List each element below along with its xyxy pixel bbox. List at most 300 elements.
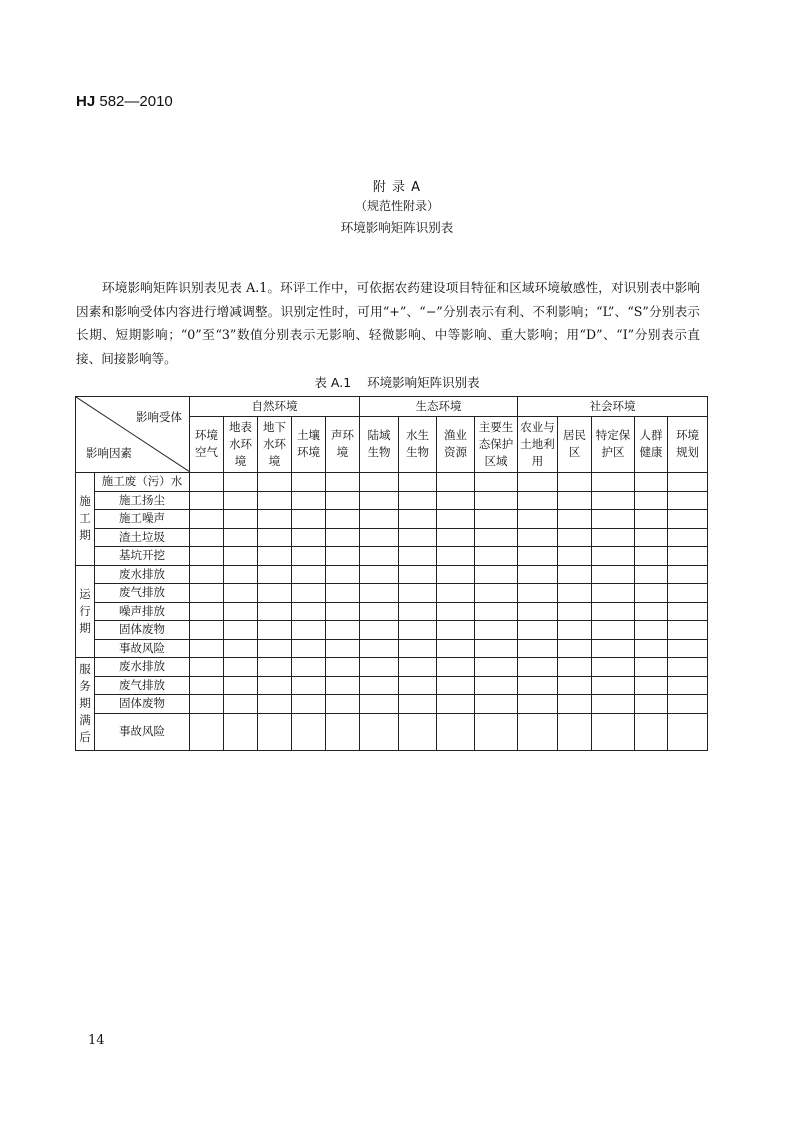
matrix-cell[interactable] bbox=[518, 528, 558, 547]
matrix-cell[interactable] bbox=[635, 510, 668, 529]
matrix-cell[interactable] bbox=[399, 621, 437, 640]
matrix-cell[interactable] bbox=[292, 510, 326, 529]
corner-label-factor: 影响因素 bbox=[86, 446, 132, 460]
matrix-cell[interactable] bbox=[437, 473, 475, 492]
factor-label: 噪声排放 bbox=[95, 602, 190, 621]
matrix-cell[interactable] bbox=[635, 528, 668, 547]
matrix-cell[interactable] bbox=[190, 528, 224, 547]
receptor-header bbox=[668, 416, 708, 473]
corner-label-receptor: 影响受体 bbox=[136, 410, 182, 424]
matrix-cell[interactable] bbox=[399, 676, 437, 695]
receptor-header bbox=[635, 416, 668, 473]
matrix-cell[interactable] bbox=[190, 676, 224, 695]
matrix-cell[interactable] bbox=[635, 621, 668, 640]
matrix-cell[interactable] bbox=[224, 713, 258, 750]
matrix-cell[interactable] bbox=[326, 547, 360, 566]
matrix-cell[interactable] bbox=[437, 547, 475, 566]
matrix-cell[interactable] bbox=[437, 491, 475, 510]
phase-label-char: 期 bbox=[79, 696, 91, 711]
matrix-cell[interactable] bbox=[558, 491, 592, 510]
matrix-cell[interactable] bbox=[258, 565, 292, 584]
matrix-cell[interactable] bbox=[399, 491, 437, 510]
matrix-cell[interactable] bbox=[475, 547, 518, 566]
factor-label: 施工噪声 bbox=[95, 510, 190, 529]
matrix-cell[interactable] bbox=[558, 547, 592, 566]
header-row-groups bbox=[76, 397, 708, 417]
group-header: 自然环境 bbox=[190, 397, 360, 417]
receptor-label-line: 空气 bbox=[195, 445, 218, 460]
receptor-label-line: 区域 bbox=[484, 453, 508, 468]
matrix-cell[interactable] bbox=[668, 676, 708, 695]
matrix-cell[interactable] bbox=[635, 602, 668, 621]
matrix-cell[interactable] bbox=[360, 547, 399, 566]
matrix-cell[interactable] bbox=[258, 584, 292, 603]
table-caption-number: 表 A.1 bbox=[314, 375, 352, 390]
matrix-cell[interactable] bbox=[224, 565, 258, 584]
receptor-header bbox=[475, 416, 518, 473]
matrix-cell[interactable] bbox=[668, 621, 708, 640]
matrix-cell[interactable] bbox=[592, 602, 635, 621]
matrix-cell[interactable] bbox=[360, 602, 399, 621]
factor-label: 废气排放 bbox=[95, 584, 190, 603]
receptor-label-line: 生物 bbox=[406, 445, 430, 460]
phase-label-char: 工 bbox=[79, 511, 91, 526]
matrix-cell[interactable] bbox=[224, 639, 258, 658]
matrix-cell[interactable] bbox=[558, 602, 592, 621]
matrix-cell[interactable] bbox=[292, 584, 326, 603]
matrix-cell[interactable] bbox=[558, 658, 592, 677]
factor-label: 固体废物 bbox=[95, 621, 190, 640]
matrix-cell[interactable] bbox=[558, 713, 592, 750]
matrix-cell[interactable] bbox=[437, 510, 475, 529]
matrix-cell[interactable] bbox=[326, 658, 360, 677]
matrix-cell[interactable] bbox=[292, 565, 326, 584]
receptor-header bbox=[437, 416, 475, 473]
receptor-label-line: 渔业 bbox=[444, 428, 468, 443]
group-header: 生态环境 bbox=[360, 397, 518, 417]
phase-label-char: 服 bbox=[79, 662, 91, 677]
receptor-label-line: 环境 bbox=[676, 428, 700, 443]
matrix-cell[interactable] bbox=[518, 565, 558, 584]
matrix-cell[interactable] bbox=[668, 695, 708, 714]
matrix-cell[interactable] bbox=[292, 676, 326, 695]
receptor-header bbox=[518, 416, 558, 473]
matrix-cell[interactable] bbox=[258, 528, 292, 547]
matrix-cell[interactable] bbox=[224, 584, 258, 603]
matrix-cell[interactable] bbox=[399, 565, 437, 584]
matrix-cell[interactable] bbox=[592, 713, 635, 750]
matrix-cell[interactable] bbox=[592, 639, 635, 658]
matrix-cell[interactable] bbox=[190, 695, 224, 714]
phase-label-char: 期 bbox=[79, 620, 91, 635]
matrix-cell[interactable] bbox=[360, 658, 399, 677]
matrix-cell[interactable] bbox=[258, 713, 292, 750]
matrix-cell[interactable] bbox=[190, 621, 224, 640]
body-paragraph bbox=[76, 276, 700, 370]
matrix-cell[interactable] bbox=[518, 695, 558, 714]
matrix-cell[interactable] bbox=[224, 602, 258, 621]
matrix-cell[interactable] bbox=[668, 639, 708, 658]
matrix-cell[interactable] bbox=[292, 695, 326, 714]
matrix-cell[interactable] bbox=[399, 602, 437, 621]
table-row bbox=[76, 565, 708, 584]
receptor-label-line: 陆域 bbox=[367, 428, 391, 443]
phase-cell bbox=[76, 565, 95, 658]
matrix-cell[interactable] bbox=[360, 528, 399, 547]
matrix-cell[interactable] bbox=[326, 510, 360, 529]
matrix-cell[interactable] bbox=[399, 658, 437, 677]
receptor-label-line: 声环 bbox=[331, 428, 355, 443]
matrix-cell[interactable] bbox=[190, 547, 224, 566]
matrix-cell[interactable] bbox=[258, 695, 292, 714]
matrix-cell[interactable] bbox=[592, 565, 635, 584]
matrix-cell[interactable] bbox=[360, 713, 399, 750]
receptor-label-line: 地表 bbox=[229, 419, 252, 434]
matrix-cell[interactable] bbox=[592, 473, 635, 492]
matrix-cell[interactable] bbox=[518, 639, 558, 658]
matrix-cell[interactable] bbox=[475, 473, 518, 492]
matrix-cell[interactable] bbox=[399, 695, 437, 714]
receptor-label-line: 水环 bbox=[229, 436, 252, 451]
matrix-cell[interactable] bbox=[326, 602, 360, 621]
matrix-cell[interactable] bbox=[558, 639, 592, 658]
matrix-cell[interactable] bbox=[518, 713, 558, 750]
phase-label-char: 行 bbox=[79, 603, 91, 618]
appendix-name: 环境影响矩阵识别表 bbox=[340, 220, 454, 235]
impact-matrix-table bbox=[75, 396, 708, 751]
appendix-subtitle: （规范性附录） bbox=[354, 199, 439, 213]
matrix-cell[interactable] bbox=[399, 473, 437, 492]
matrix-cell[interactable] bbox=[258, 473, 292, 492]
matrix-cell[interactable] bbox=[518, 621, 558, 640]
matrix-cell[interactable] bbox=[399, 510, 437, 529]
matrix-cell[interactable] bbox=[399, 713, 437, 750]
matrix-cell[interactable] bbox=[190, 565, 224, 584]
matrix-cell[interactable] bbox=[668, 713, 708, 750]
phase-label-char: 满 bbox=[79, 713, 91, 728]
matrix-cell[interactable] bbox=[635, 584, 668, 603]
matrix-cell[interactable] bbox=[518, 491, 558, 510]
table-row bbox=[76, 658, 708, 677]
matrix-cell[interactable] bbox=[437, 658, 475, 677]
matrix-cell[interactable] bbox=[558, 528, 592, 547]
matrix-cell[interactable] bbox=[360, 639, 399, 658]
matrix-cell[interactable] bbox=[326, 491, 360, 510]
matrix-cell[interactable] bbox=[360, 676, 399, 695]
factor-label: 渣土垃圾 bbox=[95, 528, 190, 547]
matrix-cell[interactable] bbox=[592, 584, 635, 603]
matrix-cell[interactable] bbox=[326, 713, 360, 750]
matrix-cell[interactable] bbox=[437, 621, 475, 640]
matrix-cell[interactable] bbox=[224, 621, 258, 640]
phase-cell bbox=[76, 473, 95, 566]
receptor-label-line: 境 bbox=[336, 445, 349, 460]
receptor-label-line: 环境 bbox=[195, 428, 218, 443]
matrix-cell[interactable] bbox=[190, 602, 224, 621]
matrix-cell[interactable] bbox=[258, 658, 292, 677]
matrix-cell[interactable] bbox=[558, 473, 592, 492]
matrix-cell[interactable] bbox=[635, 639, 668, 658]
matrix-cell[interactable] bbox=[668, 565, 708, 584]
receptor-header bbox=[258, 416, 292, 473]
matrix-cell[interactable] bbox=[635, 713, 668, 750]
matrix-cell[interactable] bbox=[326, 621, 360, 640]
matrix-cell[interactable] bbox=[292, 602, 326, 621]
phase-cell bbox=[76, 658, 95, 751]
matrix-cell[interactable] bbox=[592, 491, 635, 510]
matrix-cell[interactable] bbox=[668, 491, 708, 510]
matrix-cell[interactable] bbox=[475, 713, 518, 750]
table-row bbox=[76, 547, 708, 566]
matrix-cell[interactable] bbox=[475, 676, 518, 695]
matrix-cell[interactable] bbox=[635, 565, 668, 584]
matrix-cell[interactable] bbox=[224, 547, 258, 566]
matrix-cell[interactable] bbox=[224, 658, 258, 677]
matrix-cell[interactable] bbox=[518, 547, 558, 566]
matrix-cell[interactable] bbox=[475, 695, 518, 714]
receptor-label-line: 水生 bbox=[406, 428, 430, 443]
matrix-cell[interactable] bbox=[437, 602, 475, 621]
matrix-cell[interactable] bbox=[558, 510, 592, 529]
matrix-cell[interactable] bbox=[475, 621, 518, 640]
matrix-cell[interactable] bbox=[258, 621, 292, 640]
matrix-cell[interactable] bbox=[558, 584, 592, 603]
matrix-cell[interactable] bbox=[399, 547, 437, 566]
table-row bbox=[76, 510, 708, 529]
matrix-cell[interactable] bbox=[224, 676, 258, 695]
table-row bbox=[76, 602, 708, 621]
matrix-cell[interactable] bbox=[592, 510, 635, 529]
appendix-title: 附 录 A bbox=[372, 180, 422, 195]
matrix-cell[interactable] bbox=[326, 528, 360, 547]
matrix-cell[interactable] bbox=[190, 639, 224, 658]
matrix-cell[interactable] bbox=[399, 528, 437, 547]
receptor-label-line: 规划 bbox=[676, 445, 700, 460]
matrix-cell[interactable] bbox=[518, 658, 558, 677]
table-row bbox=[76, 621, 708, 640]
matrix-cell[interactable] bbox=[258, 602, 292, 621]
matrix-cell[interactable] bbox=[292, 491, 326, 510]
matrix-cell[interactable] bbox=[360, 584, 399, 603]
factor-label: 固体废物 bbox=[95, 695, 190, 714]
matrix-cell[interactable] bbox=[635, 676, 668, 695]
receptor-label-line: 区 bbox=[568, 445, 581, 460]
table-row bbox=[76, 695, 708, 714]
receptor-label-line: 态保护 bbox=[478, 436, 514, 451]
page-number: 14 bbox=[88, 1033, 105, 1048]
corner-cell bbox=[76, 397, 190, 473]
standard-code: HJ 582—2010 bbox=[76, 93, 173, 110]
table-row bbox=[76, 639, 708, 658]
receptor-label-line: 人群 bbox=[639, 428, 663, 443]
matrix-cell[interactable] bbox=[258, 639, 292, 658]
matrix-cell[interactable] bbox=[518, 510, 558, 529]
matrix-cell[interactable] bbox=[668, 547, 708, 566]
matrix-cell[interactable] bbox=[475, 584, 518, 603]
matrix-cell[interactable] bbox=[326, 639, 360, 658]
matrix-cell[interactable] bbox=[437, 584, 475, 603]
matrix-cell[interactable] bbox=[190, 510, 224, 529]
receptor-label-line: 农业与 bbox=[520, 419, 555, 434]
matrix-cell[interactable] bbox=[592, 621, 635, 640]
matrix-cell[interactable] bbox=[326, 676, 360, 695]
receptor-header bbox=[592, 416, 635, 473]
matrix-cell[interactable] bbox=[360, 565, 399, 584]
phase-label-char: 运 bbox=[79, 586, 91, 601]
matrix-cell[interactable] bbox=[635, 547, 668, 566]
receptor-header bbox=[326, 416, 360, 473]
matrix-cell[interactable] bbox=[592, 695, 635, 714]
receptor-label-line: 主要生 bbox=[478, 419, 514, 434]
matrix-cell[interactable] bbox=[668, 510, 708, 529]
matrix-cell[interactable] bbox=[635, 695, 668, 714]
table-caption-title: 环境影响矩阵识别表 bbox=[367, 375, 480, 390]
matrix-cell[interactable] bbox=[592, 658, 635, 677]
matrix-cell[interactable] bbox=[190, 658, 224, 677]
matrix-cell[interactable] bbox=[190, 473, 224, 492]
matrix-cell[interactable] bbox=[190, 491, 224, 510]
receptor-header bbox=[292, 416, 326, 473]
matrix-cell[interactable] bbox=[360, 491, 399, 510]
matrix-cell[interactable] bbox=[292, 547, 326, 566]
matrix-cell[interactable] bbox=[224, 473, 258, 492]
table-caption bbox=[0, 373, 794, 391]
matrix-cell[interactable] bbox=[224, 510, 258, 529]
receptor-header bbox=[558, 416, 592, 473]
matrix-cell[interactable] bbox=[437, 528, 475, 547]
phase-label-char: 务 bbox=[79, 679, 91, 694]
matrix-cell[interactable] bbox=[224, 695, 258, 714]
table-row bbox=[76, 713, 708, 750]
receptor-header bbox=[224, 416, 258, 473]
matrix-cell[interactable] bbox=[224, 528, 258, 547]
matrix-cell[interactable] bbox=[518, 473, 558, 492]
matrix-cell[interactable] bbox=[518, 584, 558, 603]
phase-label-char: 期 bbox=[79, 528, 91, 543]
matrix-cell[interactable] bbox=[558, 676, 592, 695]
matrix-cell[interactable] bbox=[668, 584, 708, 603]
factor-label: 施工废（污）水 bbox=[95, 473, 190, 492]
matrix-cell[interactable] bbox=[475, 491, 518, 510]
matrix-cell[interactable] bbox=[292, 621, 326, 640]
factor-label: 基坑开挖 bbox=[95, 547, 190, 566]
matrix-cell[interactable] bbox=[668, 602, 708, 621]
matrix-cell[interactable] bbox=[475, 639, 518, 658]
matrix-cell[interactable] bbox=[518, 602, 558, 621]
matrix-cell[interactable] bbox=[326, 565, 360, 584]
phase-label-char: 施 bbox=[79, 494, 91, 509]
receptor-label-line: 健康 bbox=[639, 445, 663, 460]
receptor-label-line: 境 bbox=[234, 453, 247, 468]
matrix-cell[interactable] bbox=[437, 565, 475, 584]
matrix-cell[interactable] bbox=[635, 473, 668, 492]
factor-label: 施工扬尘 bbox=[95, 491, 190, 510]
matrix-cell[interactable] bbox=[360, 695, 399, 714]
matrix-cell[interactable] bbox=[475, 528, 518, 547]
matrix-cell[interactable] bbox=[190, 713, 224, 750]
table-row bbox=[76, 528, 708, 547]
matrix-cell[interactable] bbox=[258, 547, 292, 566]
matrix-cell[interactable] bbox=[592, 676, 635, 695]
matrix-cell[interactable] bbox=[437, 639, 475, 658]
receptor-label-line: 地下 bbox=[263, 419, 286, 434]
matrix-cell[interactable] bbox=[437, 695, 475, 714]
receptor-label-line: 生物 bbox=[367, 445, 391, 460]
matrix-cell[interactable] bbox=[190, 584, 224, 603]
group-header: 社会环境 bbox=[518, 397, 708, 417]
matrix-cell[interactable] bbox=[437, 713, 475, 750]
matrix-cell[interactable] bbox=[592, 528, 635, 547]
factor-label: 废水排放 bbox=[95, 658, 190, 677]
factor-label: 废水排放 bbox=[95, 565, 190, 584]
matrix-cell[interactable] bbox=[292, 658, 326, 677]
table-row bbox=[76, 473, 708, 492]
receptor-label-line: 境 bbox=[268, 453, 281, 468]
matrix-cell[interactable] bbox=[518, 676, 558, 695]
matrix-cell[interactable] bbox=[326, 584, 360, 603]
matrix-cell[interactable] bbox=[224, 491, 258, 510]
receptor-label-line: 护区 bbox=[601, 445, 625, 460]
receptor-label-line: 资源 bbox=[444, 445, 468, 460]
matrix-cell[interactable] bbox=[292, 473, 326, 492]
matrix-cell[interactable] bbox=[558, 621, 592, 640]
matrix-cell[interactable] bbox=[475, 510, 518, 529]
receptor-label-line: 居民 bbox=[563, 428, 587, 443]
matrix-cell[interactable] bbox=[475, 658, 518, 677]
matrix-cell[interactable] bbox=[326, 473, 360, 492]
matrix-cell[interactable] bbox=[635, 658, 668, 677]
matrix-cell[interactable] bbox=[360, 510, 399, 529]
matrix-cell[interactable] bbox=[668, 658, 708, 677]
matrix-cell[interactable] bbox=[399, 639, 437, 658]
matrix-cell[interactable] bbox=[475, 602, 518, 621]
factor-label: 事故风险 bbox=[95, 713, 190, 750]
receptor-header bbox=[399, 416, 437, 473]
matrix-cell[interactable] bbox=[292, 713, 326, 750]
receptor-label-line: 用 bbox=[531, 453, 544, 468]
matrix-cell[interactable] bbox=[592, 547, 635, 566]
matrix-cell[interactable] bbox=[292, 528, 326, 547]
matrix-cell[interactable] bbox=[668, 473, 708, 492]
receptor-label-line: 土地利 bbox=[520, 436, 555, 451]
receptor-label-line: 特定保 bbox=[595, 428, 631, 443]
matrix-cell[interactable] bbox=[258, 491, 292, 510]
factor-label: 废气排放 bbox=[95, 676, 190, 695]
matrix-cell[interactable] bbox=[360, 473, 399, 492]
paragraph-text: 环境影响矩阵识别表见表 A.1。环评工作中，可依据农药建设项目特征和区域环境敏感性，对识别表中影响因素和影响受体内容进行增减调整。识别定性时，可用“+”、“−”分别表示有利、不利影响；“L”、“S”分别表示长期、短期影响；“0”至“3”数值分别表示无影响、轻微影响、中等影响、重大影响；用“D”、“I”分别表示直接、间接影响等。 bbox=[76, 280, 700, 366]
matrix-cell[interactable] bbox=[258, 510, 292, 529]
matrix-cell[interactable] bbox=[360, 621, 399, 640]
receptor-label-line: 环境 bbox=[297, 445, 320, 460]
matrix-cell[interactable] bbox=[437, 676, 475, 695]
receptor-label-line: 水环 bbox=[263, 436, 286, 451]
matrix-cell[interactable] bbox=[258, 676, 292, 695]
matrix-cell[interactable] bbox=[399, 584, 437, 603]
receptor-header bbox=[360, 416, 399, 473]
matrix-cell[interactable] bbox=[326, 695, 360, 714]
receptor-header bbox=[190, 416, 224, 473]
factor-label: 事故风险 bbox=[95, 639, 190, 658]
matrix-cell[interactable] bbox=[635, 491, 668, 510]
matrix-cell[interactable] bbox=[558, 695, 592, 714]
matrix-cell[interactable] bbox=[475, 565, 518, 584]
matrix-cell[interactable] bbox=[292, 639, 326, 658]
receptor-label-line: 土壤 bbox=[297, 428, 320, 443]
matrix-cell[interactable] bbox=[668, 528, 708, 547]
matrix-cell[interactable] bbox=[558, 565, 592, 584]
table-row bbox=[76, 584, 708, 603]
phase-label-char: 后 bbox=[79, 730, 91, 745]
